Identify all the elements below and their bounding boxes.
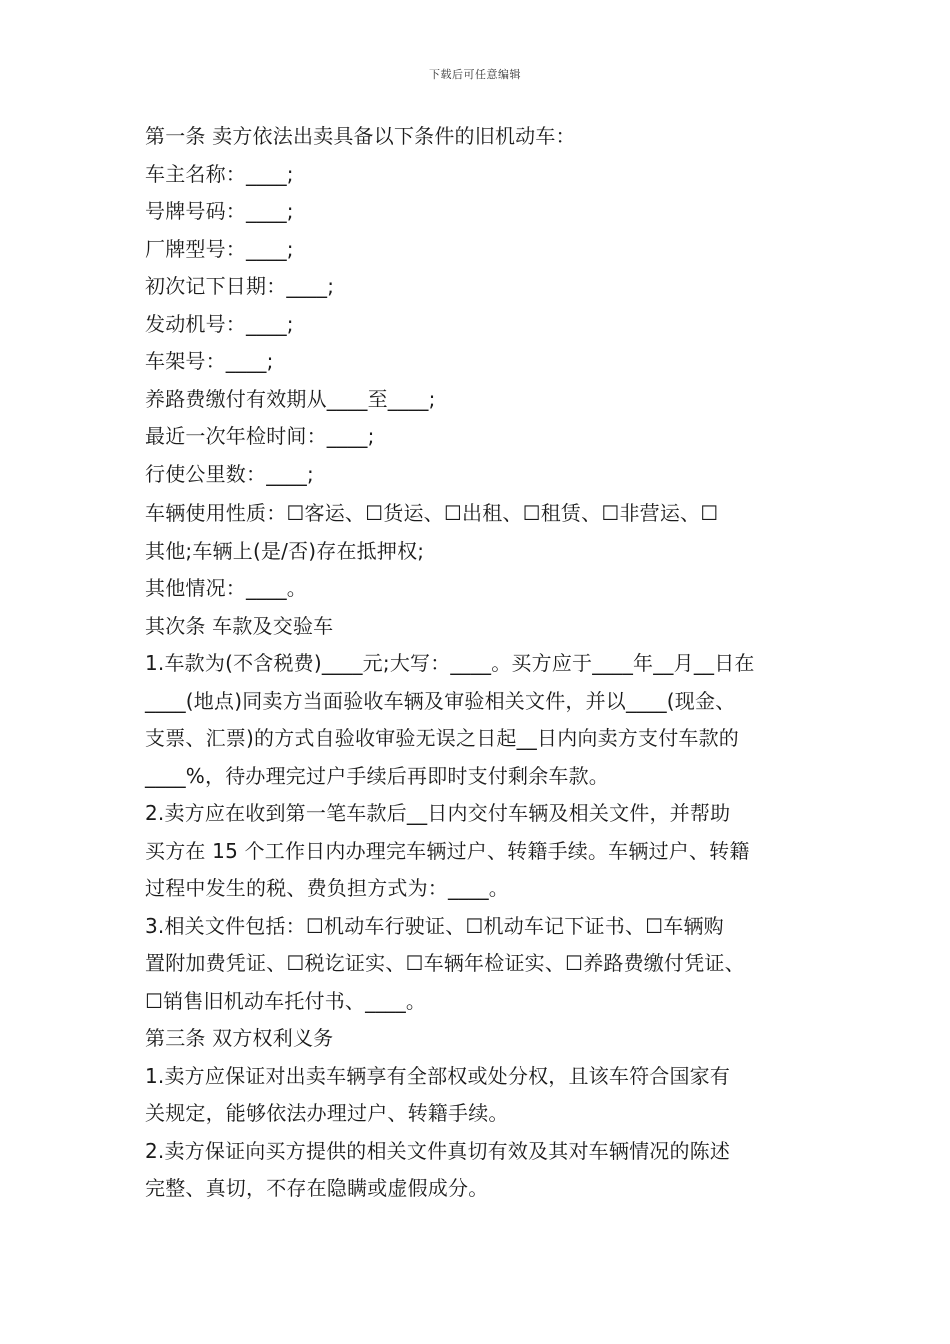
road-fee-validity-line: 养路费缴付有效期从____至____; xyxy=(145,386,436,411)
clause-2-1-line-1: 1.车款为(不含税费)____元;大写：____。买方应于____年__月__日在 xyxy=(145,651,755,675)
clause-3-2-line-1: 2.卖方保证向买方提供的相关文件真切有效及其对车辆情况的陈述 xyxy=(145,1138,731,1163)
owner-name-line: 车主名称：____; xyxy=(145,161,294,186)
clause-3-2-line-2: 完整、真切，不存在隐瞒或虚假成分。 xyxy=(145,1176,489,1200)
article-3-heading: 第三条 双方权利义务 xyxy=(145,1026,334,1050)
frame-number-line: 车架号：____; xyxy=(145,349,274,373)
last-inspection-line: 最近一次年检时间：____; xyxy=(145,424,375,448)
article-2-heading: 其次条 车款及交验车 xyxy=(145,613,334,638)
engine-number-line: 发动机号：____; xyxy=(145,311,294,336)
clause-2-1-line-3: 支票、汇票)的方式自验收审验无误之日起__日内向卖方支付车款的 xyxy=(145,726,740,750)
mileage-line: 行使公里数：____; xyxy=(145,461,314,486)
clause-2-3-line-2: 置附加费凭证、☐税讫证实、☐车辆年检证实、☐养路费缴付凭证、 xyxy=(145,951,745,975)
clause-2-2-line-1: 2.卖方应在收到第一笔车款后__日内交付车辆及相关文件，并帮助 xyxy=(145,801,731,825)
usage-nature-line-2: 其他;车辆上(是/否)存在抵押权; xyxy=(145,538,425,563)
first-registration-line: 初次记下日期：____; xyxy=(145,274,335,298)
clause-3-1-line-1: 1.卖方应保证对出卖车辆享有全部权或处分权，且该车符合国家有 xyxy=(145,1063,731,1088)
plate-number-line: 号牌号码：____; xyxy=(145,199,294,223)
document-body xyxy=(145,118,825,1208)
clause-2-3-line-3: ☐销售旧机动车托付书、____。 xyxy=(145,988,427,1013)
other-conditions-line: 其他情况：____。 xyxy=(145,576,307,600)
clause-2-1-line-4: ____%，待办理完过户手续后再即时支付剩余车款。 xyxy=(145,763,610,788)
header-note: 下载后可任意编辑 xyxy=(429,68,521,81)
clause-2-2-line-2: 买方在 15 个工作日内办理完车辆过户、转籍手续。车辆过户、转籍 xyxy=(145,838,750,863)
article-1-heading: 第一条 卖方依法出卖具备以下条件的旧机动车： xyxy=(145,124,576,148)
usage-nature-line: 车辆使用性质：☐客运、☐货运、☐出租、☐租赁、☐非营运、☐ xyxy=(145,501,719,525)
clause-2-2-line-3: 过程中发生的税、费负担方式为：____。 xyxy=(145,876,509,900)
clause-2-3-line-1: 3.相关文件包括：☐机动车行驶证、☐机动车记下证书、☐车辆购 xyxy=(145,913,724,938)
clause-2-1-line-2: ____(地点)同卖方当面验收车辆及审验相关文件，并以____(现金、 xyxy=(145,688,736,713)
clause-3-1-line-2: 关规定，能够依法办理过户、转籍手续。 xyxy=(145,1101,509,1125)
brand-model-line: 厂牌型号：____; xyxy=(145,236,294,261)
